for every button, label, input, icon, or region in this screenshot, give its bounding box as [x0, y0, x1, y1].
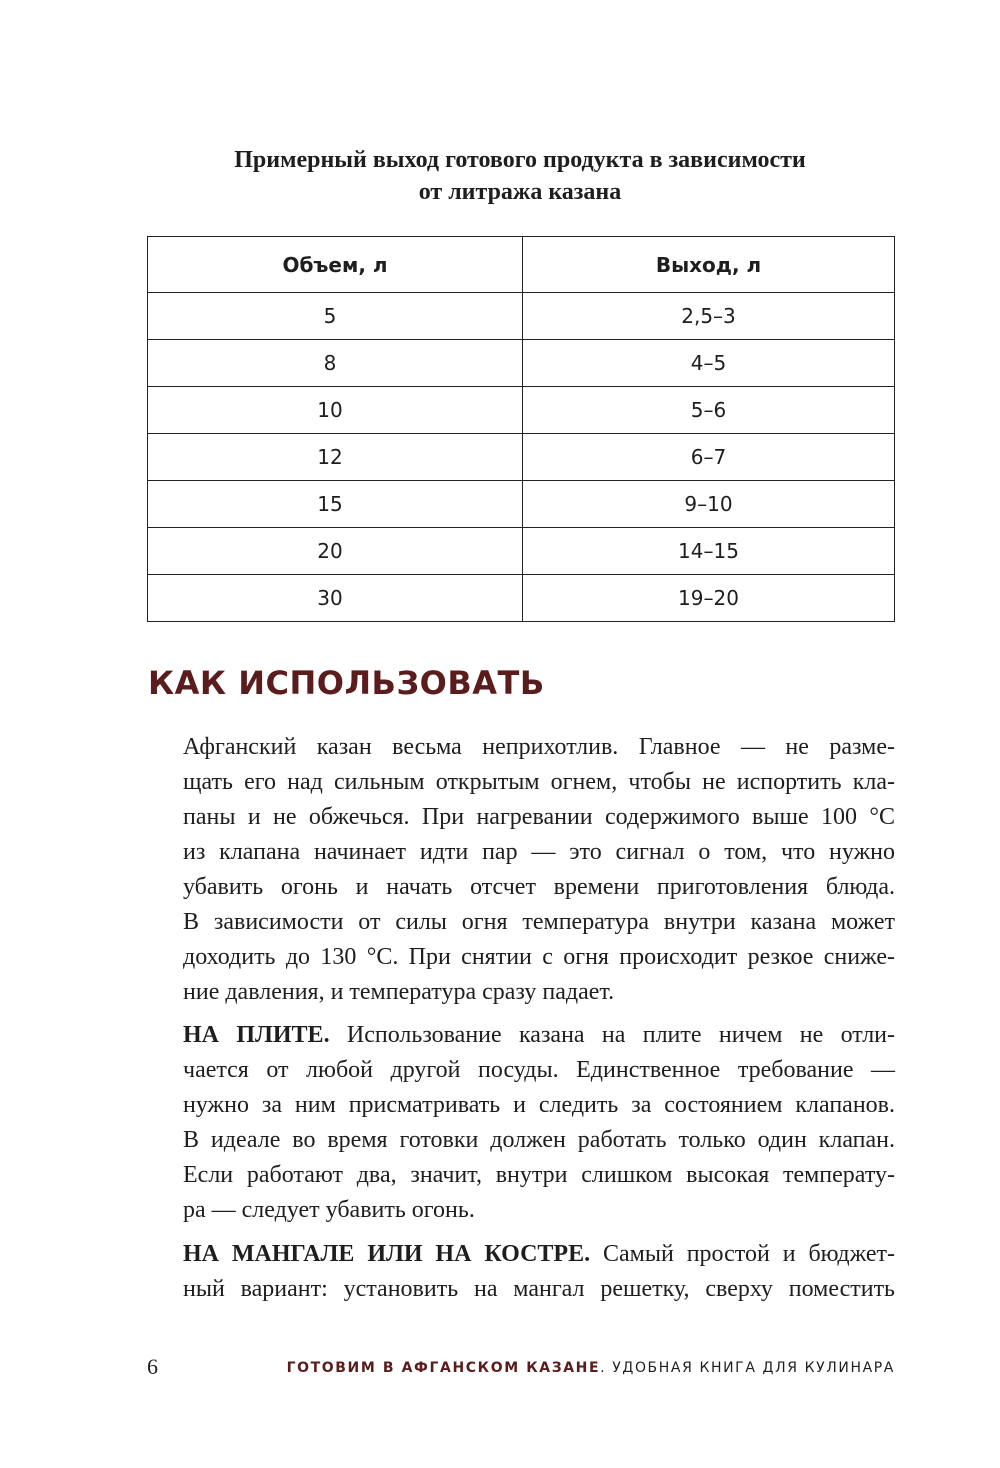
table-cell-yield: 14–15 — [523, 528, 895, 575]
paragraph-lead: НА ПЛИТЕ. — [183, 1022, 330, 1048]
book-subtitle: . УДОБНАЯ КНИГА ДЛЯ КУЛИНАРА — [600, 1360, 895, 1376]
text-line — [147, 1237, 895, 1272]
text-line: убавить огонь и начать отсчет времени приготовления блюда. — [183, 874, 895, 900]
paragraph-on-stove — [147, 1018, 895, 1228]
table-cell-yield: 5–6 — [523, 387, 895, 434]
table-row — [148, 387, 895, 434]
table-cell-volume: 15 — [148, 481, 523, 528]
text-line: чается от любой другой посуды. Единственное требование — — [183, 1057, 895, 1083]
paragraph-first-line-rest: Использование казана на плите ничем не отли- — [329, 1022, 895, 1048]
table-row — [148, 575, 895, 622]
table-cell-yield: 9–10 — [523, 481, 895, 528]
table-cell-volume: 30 — [148, 575, 523, 622]
text-line: Афганский казан весьма неприхотлив. Главное — не разме- — [183, 734, 895, 760]
text-line: щать его над сильным открытым огнем, чтобы не испортить кла- — [183, 769, 895, 795]
table-cell-volume: 8 — [148, 340, 523, 387]
text-line: В зависимости от силы огня температура внутри казана может — [183, 909, 895, 935]
table-cell-volume: 5 — [148, 293, 523, 340]
table-cell-volume: 10 — [148, 387, 523, 434]
text-line: паны и не обжечься. При нагревании содержимого выше 100 °С — [183, 804, 895, 830]
text-line: нужно за ним присматривать и следить за состоянием клапанов. — [183, 1092, 895, 1118]
page-number: 6 — [147, 1354, 158, 1379]
text-line: ный вариант: установить на мангал решетку, сверху поместить — [183, 1276, 895, 1302]
table-cell-yield: 6–7 — [523, 434, 895, 481]
table-row — [148, 340, 895, 387]
book-title: ГОТОВИМ В АФГАНСКОМ КАЗАНЕ — [286, 1360, 601, 1376]
text-line: из клапана начинает идти пар — это сигнал о том, что нужно — [183, 839, 895, 865]
paragraph-usage-intro — [147, 730, 895, 1010]
text-line — [147, 1018, 895, 1053]
table-cell-volume: 20 — [148, 528, 523, 575]
table-title-line-2: от литража казана — [418, 179, 622, 205]
paragraph-on-grill — [147, 1237, 895, 1307]
running-title — [287, 1360, 895, 1376]
page-footer — [147, 1354, 895, 1380]
table-row — [148, 434, 895, 481]
section-heading: КАК ИСПОЛЬЗОВАТЬ — [148, 664, 545, 702]
table-header-row — [148, 237, 895, 293]
paragraph-lead: НА МАНГАЛЕ ИЛИ НА КОСТРЕ. — [183, 1241, 591, 1267]
text-line: доходить до 130 °С. При снятии с огня происходит резкое сниже- — [183, 944, 895, 970]
table-cell-yield: 2,5–3 — [523, 293, 895, 340]
text-line: ра — следует убавить огонь. — [183, 1197, 475, 1223]
text-line: ние давления, и температура сразу падает. — [183, 979, 615, 1005]
table-cell-yield: 19–20 — [523, 575, 895, 622]
column-header-yield: Выход, л — [523, 237, 895, 293]
table-row — [148, 481, 895, 528]
table-title-line-1: Примерный выход готового продукта в зависимости — [234, 147, 806, 173]
table-row — [148, 293, 895, 340]
table-title — [0, 144, 1000, 208]
yield-table — [147, 236, 895, 622]
paragraph-first-line-rest: Самый простой и бюджет- — [590, 1241, 895, 1267]
text-line: В идеале во время готовки должен работать только один клапан. — [183, 1127, 895, 1153]
table-cell-volume: 12 — [148, 434, 523, 481]
text-line: Если работают два, значит, внутри слишком высокая температу- — [183, 1162, 895, 1188]
table-cell-yield: 4–5 — [523, 340, 895, 387]
column-header-volume: Объем, л — [148, 237, 523, 293]
table-row — [148, 528, 895, 575]
